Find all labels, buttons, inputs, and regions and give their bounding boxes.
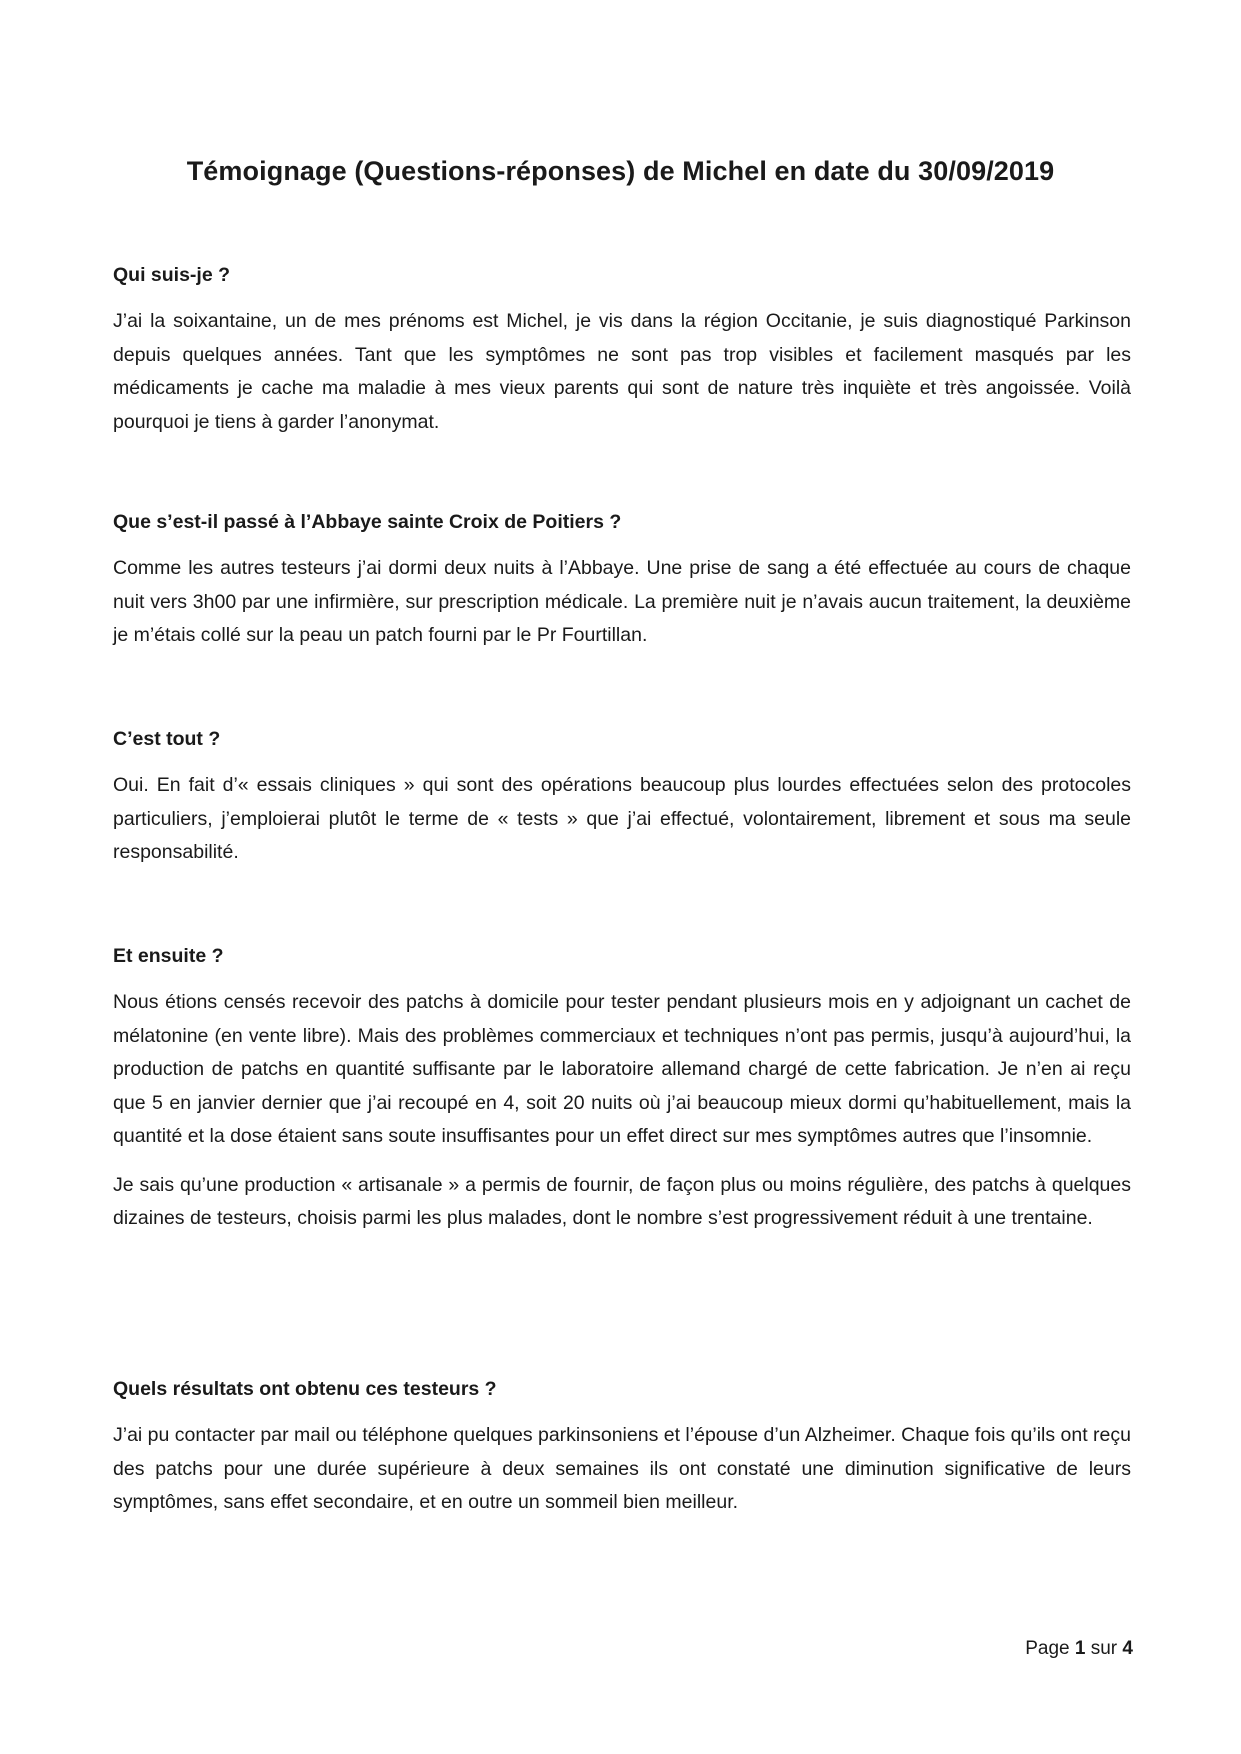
section-resultats <box>113 1376 1131 1520</box>
total-pages-number: 4 <box>1122 1638 1133 1659</box>
section-et-ensuite <box>113 943 1131 1236</box>
section-paragraph: Je sais qu’une production « artisanale » a permis de fournir, de façon plus ou moins régulière, des patchs à quelques dizaines de testeurs, choisis parmi les plus malades, dont le nombre s’est progressivement réduit à une trentaine. <box>113 1173 1131 1229</box>
section-cest-tout <box>113 726 1131 870</box>
section-heading: Et ensuite ? <box>113 945 224 967</box>
page-label: Page <box>1025 1638 1070 1659</box>
section-abbaye <box>113 509 1131 653</box>
section-qui-suis-je <box>113 262 1131 439</box>
section-paragraph: Comme les autres testeurs j’ai dormi deux nuits à l’Abbaye. Une prise de sang a été effectuée au cours de chaque nuit vers 3h00 par une infirmière, sur prescription médicale. La première nuit je n’avais aucun traitement, la deuxième je m’étais collé sur la peau un patch fourni par le Pr Fourtillan. <box>113 557 1131 646</box>
section-paragraph: J’ai la soixantaine, un de mes prénoms est Michel, je vis dans la région Occitanie, je suis diagnostiqué Parkinson depuis quelques années. Tant que les symptômes ne sont pas trop visibles et facilement masqués par les médicaments je cache ma maladie à mes vieux parents qui sont de nature très inquiète et très angoissée. Voilà pourquoi je tiens à garder l’anonymat. <box>113 310 1131 433</box>
section-heading: Quels résultats ont obtenu ces testeurs ? <box>113 1378 497 1400</box>
page-number-footer <box>1025 1637 1133 1661</box>
section-paragraph: Oui. En fait d’« essais cliniques » qui sont des opérations beaucoup plus lourdes effectuées selon des protocoles particuliers, j’emploierai plutôt le terme de « tests » que j’ai effectué, volontairement, librement et sous ma seule responsabilité. <box>113 774 1131 863</box>
section-heading: Que s’est-il passé à l’Abbaye sainte Croix de Poitiers ? <box>113 511 622 533</box>
section-paragraph: J’ai pu contacter par mail ou téléphone quelques parkinsoniens et l’épouse d’un Alzheimer. Chaque fois qu’ils ont reçu des patchs pour une durée supérieure à deux semaines ils ont constaté une diminution significative de leurs symptômes, sans effet secondaire, et en outre un sommeil bien meilleur. <box>113 1424 1131 1513</box>
current-page-number: 1 <box>1074 1638 1086 1659</box>
of-label: sur <box>1090 1638 1118 1659</box>
section-paragraph: Nous étions censés recevoir des patchs à domicile pour tester pendant plusieurs mois en y adjoignant un cachet de mélatonine (en vente libre). Mais des problèmes commerciaux et techniques n’ont pas permis, jusqu’à aujourd’hui, la production de patchs en quantité suffisante par le laboratoire allemand chargé de cette fabrication. Je n’en ai reçu que 5 en janvier dernier que j’ai recoupé en 4, soit 20 nuits où j’ai beaucoup mieux dormi qu’habituellement, mais la quantité et la dose étaient sans soute insuffisantes pour un effet direct sur mes symptômes autres que l’insomnie. <box>113 991 1131 1147</box>
section-heading: C’est tout ? <box>113 728 221 750</box>
document-title: Témoignage (Questions-réponses) de Michel en date du 30/09/2019 <box>186 156 1055 186</box>
section-heading: Qui suis-je ? <box>113 264 231 286</box>
